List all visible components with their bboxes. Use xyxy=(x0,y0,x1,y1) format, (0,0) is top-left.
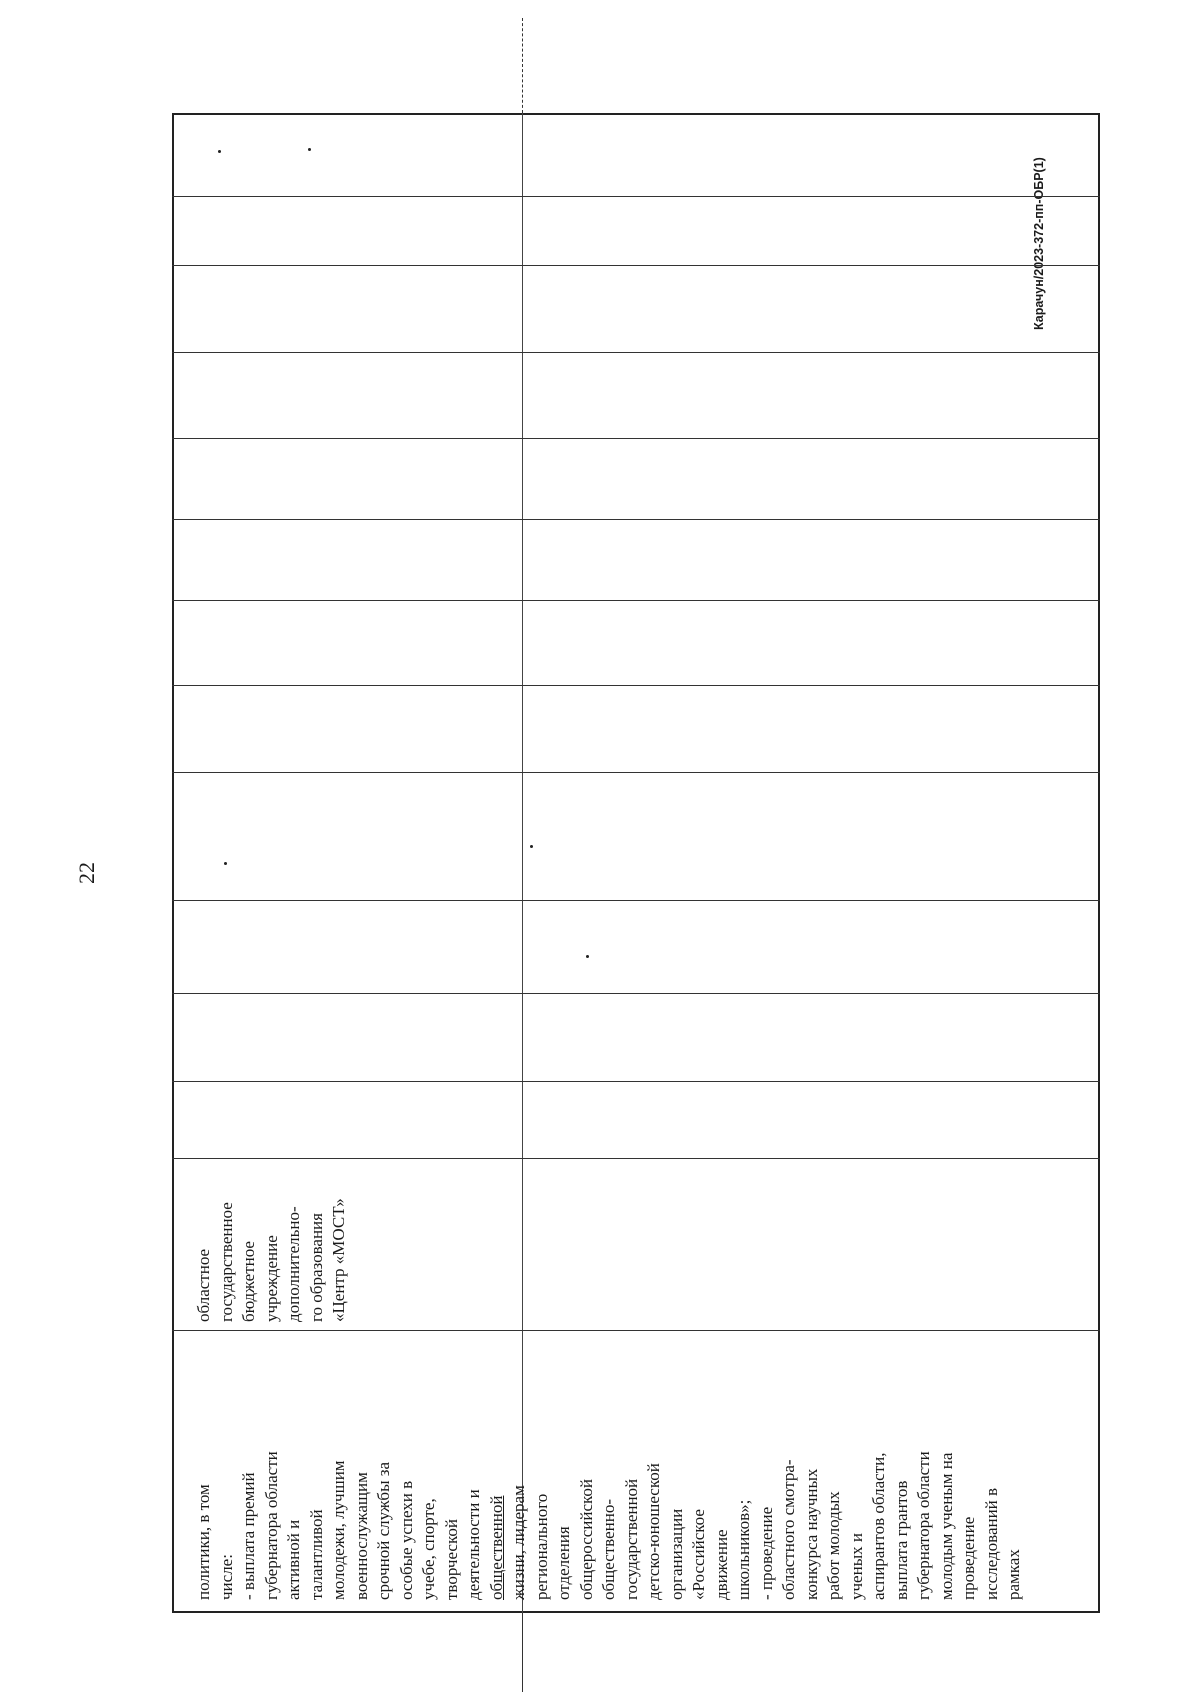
table-cell-executor xyxy=(193,1198,351,1322)
table-row-rule xyxy=(172,265,1100,266)
cell-text-line: губернатора области xyxy=(914,1451,933,1600)
table-row-rule xyxy=(172,772,1100,773)
cell-text-line: общественно- xyxy=(599,1498,618,1600)
cell-text-line: регионального xyxy=(531,1493,551,1600)
cell-text-line: детско-юношеской xyxy=(644,1463,663,1600)
cell-text-line: общероссийской xyxy=(576,1478,596,1600)
cell-text-line: исследований в xyxy=(981,1487,1001,1600)
cell-text-line: учреждение xyxy=(261,1235,281,1322)
cell-text-line: особые успехи в xyxy=(396,1480,416,1600)
cell-text-line: числе: xyxy=(216,1554,236,1600)
cell-text-line: «Российское xyxy=(689,1509,708,1600)
cell-text-line: го образования xyxy=(306,1213,326,1322)
table-row-rule xyxy=(172,600,1100,601)
cell-text-line: жизни, лидерам xyxy=(509,1485,528,1600)
table-row-rule xyxy=(172,993,1100,994)
cell-text-line: организации xyxy=(666,1508,686,1600)
cell-text-line: государственное xyxy=(216,1202,236,1322)
cell-text-line: проведение xyxy=(959,1516,978,1600)
cell-text-line: губернатора области xyxy=(261,1451,281,1600)
scan-speck xyxy=(530,845,533,848)
cell-text-line: талантливой xyxy=(306,1509,326,1600)
cell-text-line: дополнительно- xyxy=(284,1206,303,1322)
cell-text-line: работ молодых xyxy=(824,1491,843,1600)
scan-speck xyxy=(586,955,589,958)
scan-fold-line-bottom xyxy=(522,1610,523,1692)
cell-text-line: молодежи, лучшим xyxy=(329,1460,348,1600)
table-row-rule xyxy=(172,1081,1100,1082)
cell-text-line: учебе, спорте, xyxy=(419,1498,438,1600)
table-row-rule xyxy=(172,1330,1100,1331)
table-row-rule xyxy=(172,438,1100,439)
table-row-rule xyxy=(172,685,1100,686)
cell-text-line: рамках xyxy=(1004,1549,1023,1600)
cell-text-line: областное xyxy=(194,1248,213,1322)
scan-speck xyxy=(218,150,221,153)
cell-text-line: движение xyxy=(711,1529,731,1600)
scan-speck xyxy=(224,862,227,865)
cell-text-line: отделения xyxy=(554,1526,573,1600)
table-row-rule xyxy=(172,352,1100,353)
scan-fold-line-top xyxy=(522,18,523,113)
cell-text-line: конкурса научных xyxy=(801,1468,821,1600)
table-row-rule xyxy=(172,519,1100,520)
cell-text-line: аспирантов области, xyxy=(869,1452,888,1600)
cell-text-line: политики, в том xyxy=(194,1484,213,1600)
document-table xyxy=(172,113,1100,1613)
cell-text-line: военнослужащим xyxy=(351,1472,371,1600)
cell-text-line: - проведение xyxy=(756,1506,776,1600)
table-row-rule xyxy=(172,900,1100,901)
cell-text-line: выплата грантов xyxy=(891,1480,911,1600)
scan-speck xyxy=(308,148,311,151)
cell-text-line: «Центр «МОСТ» xyxy=(329,1198,348,1322)
table-cell-description xyxy=(193,1451,1026,1600)
cell-text-line: - выплата премий xyxy=(239,1472,258,1600)
cell-text-line: творческой xyxy=(441,1519,461,1600)
table-row-rule xyxy=(172,1158,1100,1159)
cell-text-line: бюджетное xyxy=(239,1241,258,1322)
cell-text-line: ученых и xyxy=(846,1533,866,1600)
cell-text-line: деятельности и xyxy=(464,1489,483,1600)
cell-text-line: школьников»; xyxy=(734,1499,753,1600)
cell-text-line: областного смотра- xyxy=(779,1459,798,1600)
page-number: 22 xyxy=(74,862,99,884)
cell-text-line: общественной xyxy=(486,1495,506,1600)
table-row-rule xyxy=(172,196,1100,197)
document-code: Карачун/2023-372-пп-ОБР(1) xyxy=(1032,157,1046,330)
cell-text-line: молодым ученым на xyxy=(936,1452,956,1600)
cell-text-line: активной и xyxy=(284,1519,303,1600)
cell-text-line: срочной службы за xyxy=(374,1461,393,1600)
cell-text-line: государственной xyxy=(621,1478,641,1600)
table-column-divider xyxy=(522,113,523,1613)
